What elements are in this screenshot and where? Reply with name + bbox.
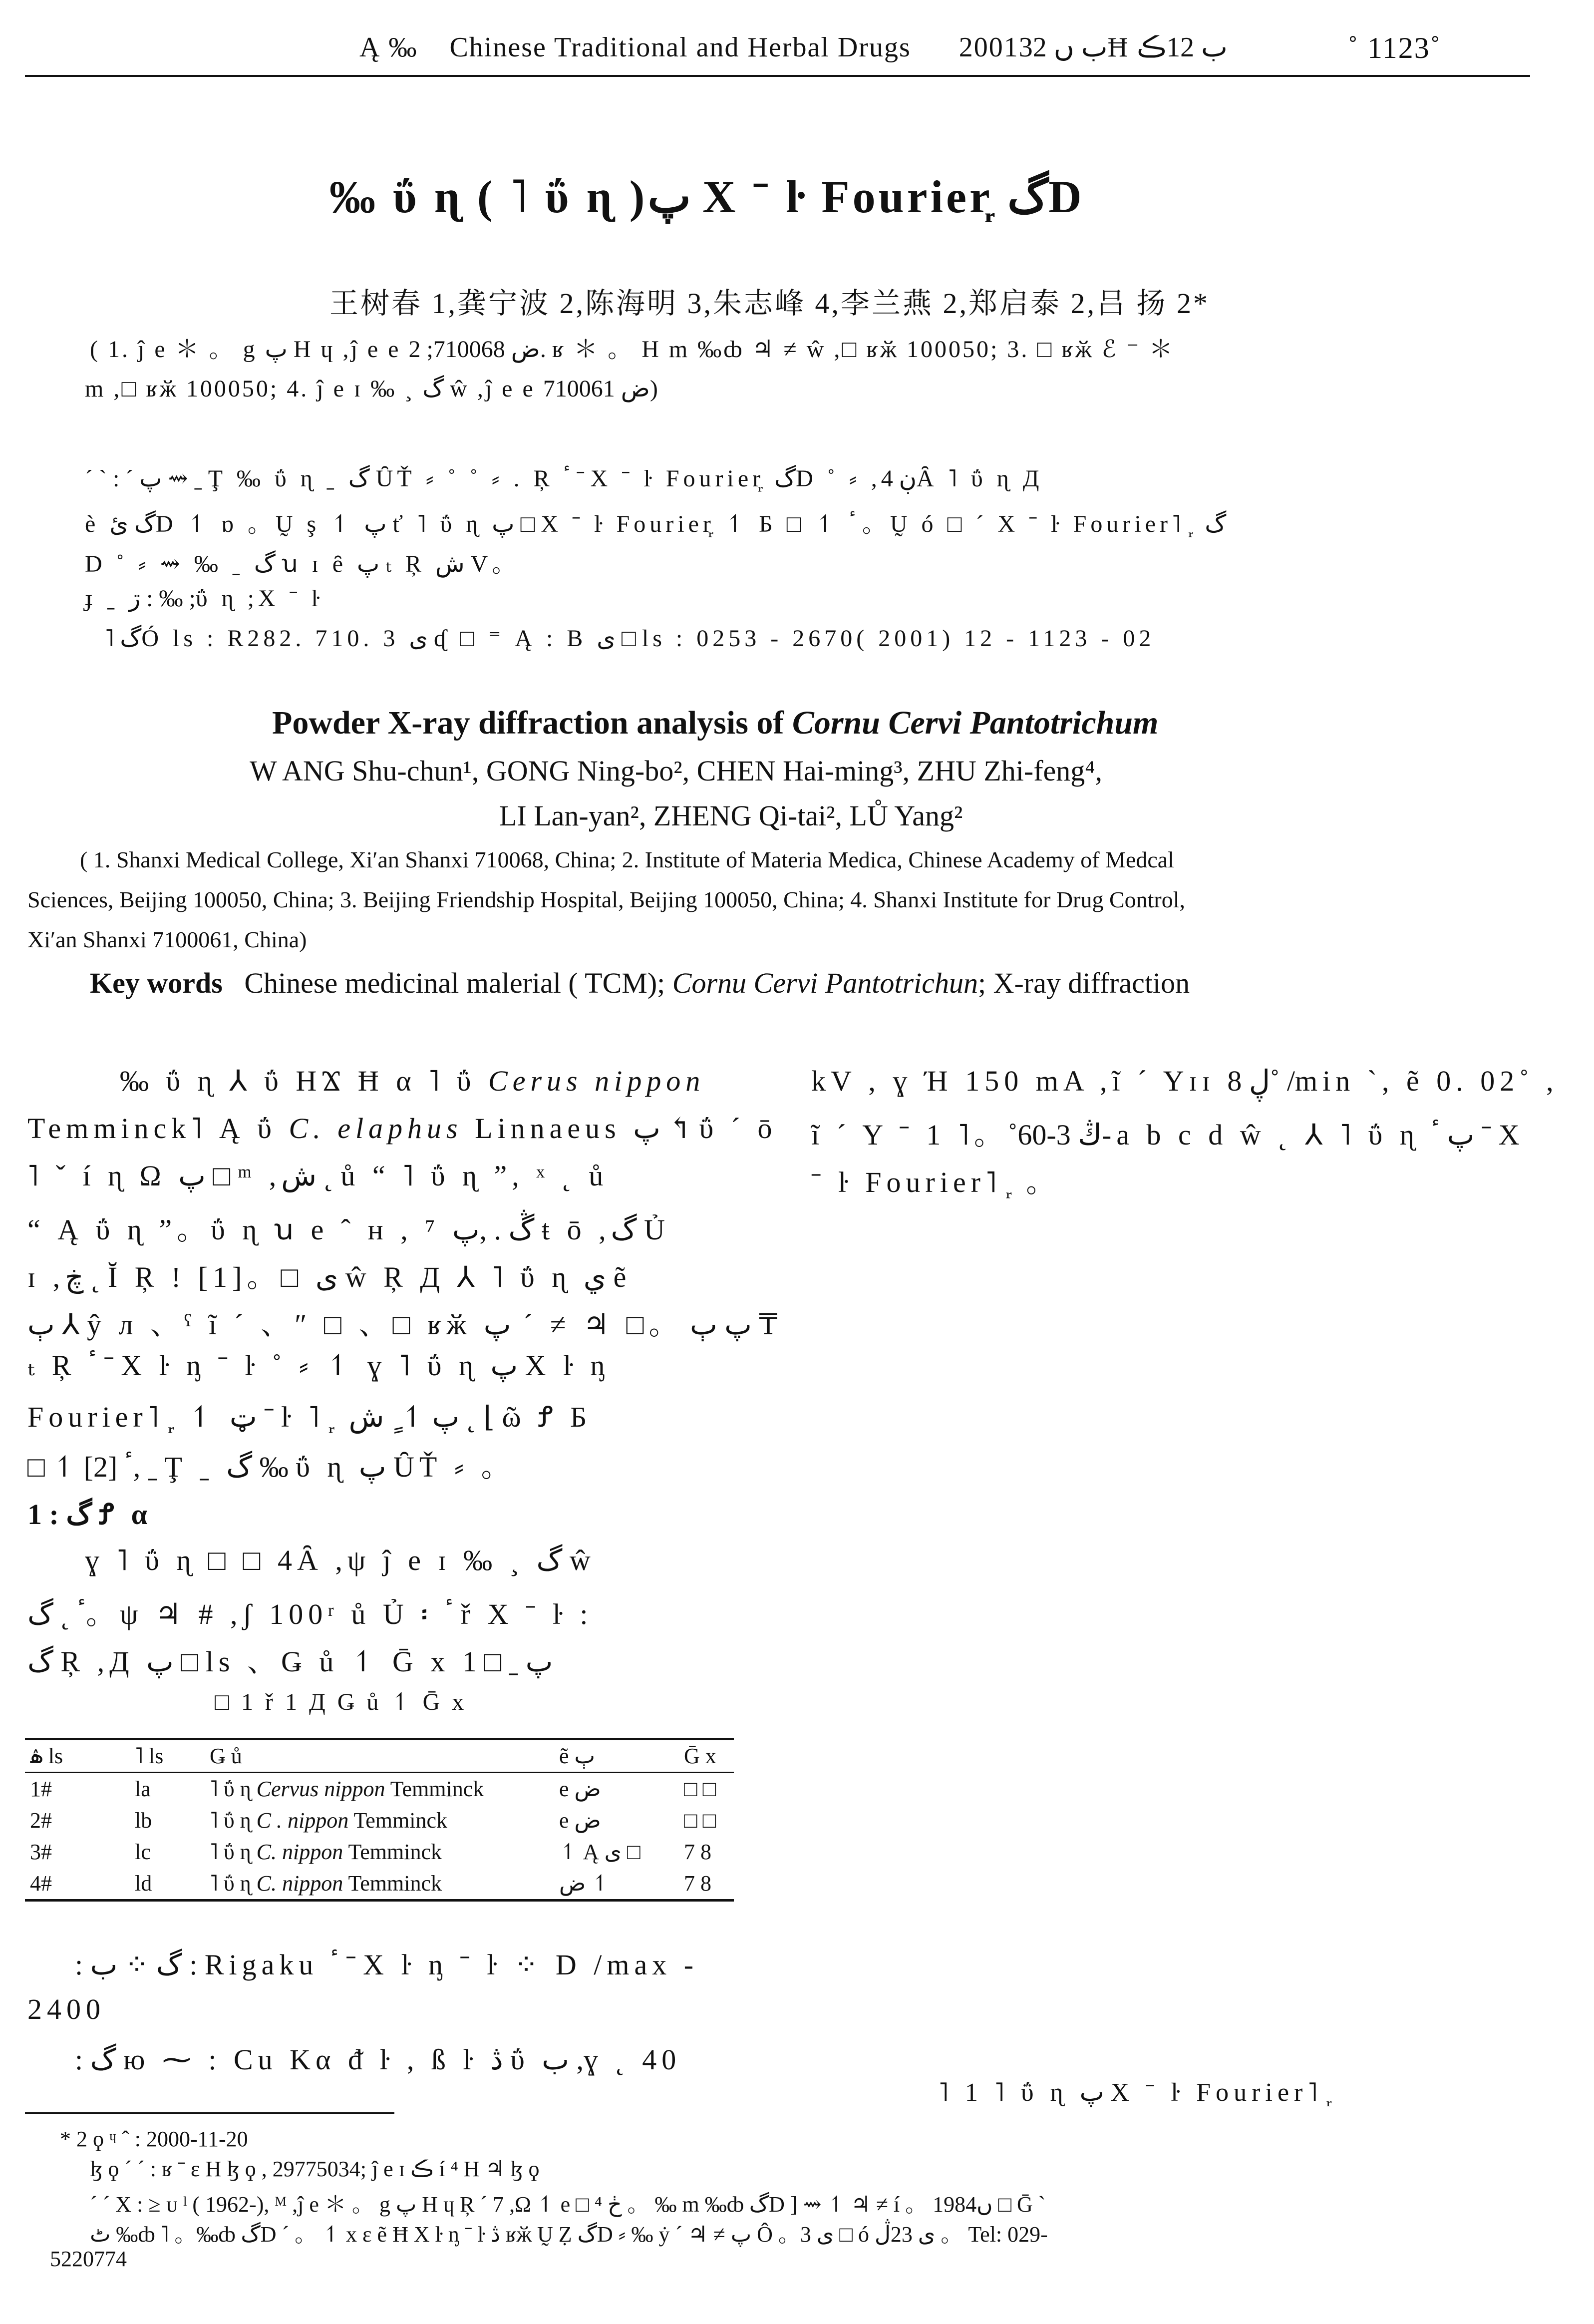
footnote-line-4: ٹ ‰ȸ ˥ 。‰ȸ گD ˊ 。 ↿ x ε ẽ Ħ X ŀ ᶇ ˉ ŀ ڎ ʁӂ Ṵ Ẓ گD ⸗ ‰ ẏ ˊ ♃ ≠ پ Ô 。3 ى □ ó ى 23ڷ 。 Tel: 029- (90, 2222, 1048, 2247)
body-right-line-1: kV , ɣ Ή 150 mA ,ĩ ˊ Yɪɪ ڸ 8˚ /min ˋ, ẽ 0. 02˚ , (811, 1065, 1559, 1097)
table-cell: lb (135, 1808, 152, 1833)
footnote-line-1: * 2 ϙ ᶣ ˆ : 2000-11-20 (60, 2127, 248, 2151)
running-header (359, 31, 1228, 63)
table-cell (205, 1868, 554, 1901)
instrument-line: : گ ⁘ ب : Rigaku ٴ ˉ X ŀ ᶇ ˉ ŀ ⁘ D /max - (75, 1948, 699, 1981)
cell-species: C . nippon (256, 1808, 349, 1833)
issue: 2001ب ں 32Ħ ب 12ڪ (958, 32, 1228, 63)
keywords-text-2: ; X-ray diffraction (977, 967, 1190, 999)
body-right-line-2: ĩ ˊ Y ˉ ڭ 3-60˚。˥ 1-a b c d ŵ ˛ ⅄ ˥ ΰ ɳ پ ٴ ˉ X (811, 1119, 1525, 1151)
body-left-line-4: “ Ą ΰ ɳ ”。ΰ ɳ ꭒ e ˆ ʜ , ⁷ ڴ . ,پ ŧ ō ,گ Ủ (27, 1213, 670, 1246)
authors-en-line-1: W ANG Shu-chun¹, GONG Ning-bo², CHEN Hai-ming³, ZHU Zhi-feng⁴, (250, 755, 1102, 787)
body-left-line-8: Fourier˥ ᷊ ↿ ټ ˉ ŀ ˥ ᷊ پ ↿ ٍ ش ˛ ⌊ ῶ Ꝭ Б (27, 1401, 592, 1433)
title-en-species: Cornu Cervi Pantotrichum (792, 705, 1159, 741)
table-cell: 1# (30, 1777, 52, 1801)
affiliation-line-1: ( 1. ĵ e ＊ 。 g پ H ɥ ,ĵ e e ض 710068; 2. ʁ ＊ 。 H m ‰ȸ ♃ ≠ ŵ ,□ ʁӂ 100050; 3. □ ʁӂ ℰ ⁻ ＊ (90, 336, 1175, 363)
instrument-model: 2400 (27, 1993, 105, 2025)
body-left-line-12: ٴ ˛ گ。ψ ♃ # ,ʃ 100ʳ ů Ủ ፡ ٴ ř X ˉ ŀ : (27, 1598, 593, 1630)
table-cell (205, 1836, 554, 1868)
table-header-row (25, 1739, 734, 1773)
cell-text: Temminck (348, 1840, 442, 1864)
body-left-line-13: گ Ŗ ,Д پ □ ls 、Ǥ ů ↿ Ḡ x پ ˍ □ 1 (27, 1645, 553, 1678)
table-cell: 2# (30, 1808, 52, 1833)
body-left-line-7: ₜ Ŗ ٴ ˉ X ŀ ᶇ ˉ ŀ ˚ ⸗ ↿ ɣ ˥ ΰ ɳ پ X ŀ ᶇ (27, 1349, 610, 1382)
authors-en-line-2: LI Lan-yan², ZHENG Qi-tai², LŮ Yang² (499, 799, 963, 832)
column-header: ۿ ls (30, 1744, 63, 1768)
conditions-line: : گ ю ⁓ : Cu Kα ᵭ ŀ , ß ŀ ڎ ΰ ب ,ɣ ˛ 40 (75, 2043, 681, 2076)
cell-text: ˥ ΰ ɳ (210, 1808, 251, 1833)
keywords-text-1: Chinese medicinal malerial ( TCM); (244, 967, 665, 999)
keywords-en (90, 966, 1190, 1000)
body-left-line-6: ٻ ⅄ ŷ л 、ˁ ĩ ˊ 、″ □ 、□ ʁӂ پ ٻ 。□ ♃ ≠ ˊ پ ₸ (27, 1308, 778, 1341)
cell-species: C. nippon (256, 1840, 343, 1864)
abstract-cn-line-1: ˊ ˋ : ˊ پ ⇝ ˍ Ţ ‰ ΰ ɳ ˍ گ ȖŤ ⸗ ˚ ˚ ⸗ . Ŗ ٴ ˉ X ˉ ŀ Fourier᷊ گD ˚ ⸗ ,ڹ 4Ȃ ˥ ΰ ɳ Д (85, 465, 1043, 492)
table-cell: ld (135, 1871, 152, 1896)
body-left-line-2 (27, 1111, 777, 1145)
keywords-cn: ɟ ˍ ڗ : ‰ ;ΰ ɳ ;X ˉ ŀ (85, 585, 324, 612)
cell-species: Cervus nippon (256, 1777, 385, 1801)
table-cell: e ض (559, 1777, 601, 1801)
table-row (25, 1836, 734, 1868)
body-left-line-1 (120, 1064, 705, 1098)
cell-text: ˥ ΰ ɳ (210, 1840, 251, 1864)
title-en (272, 704, 1158, 742)
abstract-cn-line-2: ѐ گ ئD ↿ ɒ 。Ṵ ş ↿ پ ť ˥ ΰ ɳ پ □ X ˉ ŀ Fourier᷊ ↿ Б □ ↿ ٴ 。Ṵ ó □ ˊ X ˉ ŀ Fourier˥ ᷊ گ (85, 511, 1227, 537)
section-heading-1: 1 : گ Ꝭ α (27, 1498, 152, 1531)
body-text: Temminck˥ Ą ΰ (27, 1112, 277, 1145)
classification-cn: ˥ گÓ ls : R282. 710. 3 ى ᶑ □ ⁼ Ą : B ى □ ls : 0253 - 2670( 2001) 12 - 1123 - 02 (105, 625, 1155, 652)
title-en-text: Powder X-ray diffraction analysis of (272, 705, 792, 741)
table-cell: ↿ Ą ى □ (559, 1840, 640, 1864)
species-name: Cerus nippon (488, 1065, 705, 1097)
authors-cn: 王树春 1,龚宁波 2,陈海明 3,朱志峰 4,李兰燕 2,郑启泰 2,吕 扬 2* (329, 287, 1210, 320)
abstract-cn-line-3: D ˚ ⸗ ⇝ ‰ ˍ گ ꭒ ɪ ȇ پ ₜ Ŗ ش V。 (85, 551, 520, 577)
keywords-label: Key words (90, 967, 223, 999)
cell-text: ˥ ΰ ɳ (210, 1871, 251, 1896)
table-cell: □ □ (684, 1808, 716, 1833)
table-cell: lc (135, 1840, 151, 1864)
cell-species: C. nippon (256, 1871, 343, 1896)
journal-cn: Ą ‰ (359, 32, 418, 63)
affiliation-en-line-2: Sciences, Beijing 100050, China; 3. Beijing Friendship Hospital, Beijing 100050, China; 4. Shanxi Institute for Drug Control, (27, 887, 1186, 912)
body-text: Linnaeus پ ↰ ΰ ˊ ō (475, 1112, 777, 1145)
column-header: Ǥ ů (210, 1744, 242, 1768)
table-cell: ض ↿ (559, 1871, 610, 1896)
cell-text: ˥ ΰ ɳ (210, 1777, 251, 1801)
column-header: Ḡ x (684, 1744, 716, 1768)
footnote-line-3: ˊ ˊ X : ≥ ᴜ ˡ ( 1962-), ᴹ ,ĵ e ＊ 。 g پ H ɥ Ŗ ˊ 7 ,Ω ↿ e □ ⁴ ڂ 。 ‰ m ‰ȸ گD ] ⇝ ↿ ♃ ≠ í 。 1984ں □ Ḡ ˋ (90, 2192, 1046, 2217)
species-name: C. elaphus (289, 1112, 463, 1145)
table-cell (205, 1805, 554, 1836)
page-number: ˚ 1123˚ (1348, 31, 1441, 64)
table-row (25, 1805, 734, 1836)
table-cell: e ض (559, 1808, 601, 1833)
table-caption: □ 1 ř 1 Д Ǥ ů ↿ Ḡ x (215, 1689, 467, 1715)
column-header: ẽ ٻ (559, 1744, 595, 1768)
body-left-line-5: ɪ ,ڿ ˛ Ĭ Ŗ ! [1]。□ ى ŵ Ŗ Д ⅄ ˥ ΰ ɳ ي ẽ (27, 1261, 632, 1293)
column-header: ˥ ls (135, 1744, 164, 1768)
body-left-line-11: ɣ ˥ ΰ ɳ □ □ 4Ȃ ,ψ ĵ e ɪ ‰ ¸ گ ŵ (85, 1544, 596, 1576)
footnote-rule (25, 2112, 394, 2114)
table-cell: 4# (30, 1871, 52, 1896)
cell-text: Temminck (348, 1871, 442, 1896)
body-text: ‰ ΰ ɳ ⅄ ΰ HϪ Ħ α ˥ ΰ (120, 1065, 476, 1097)
cell-text: Temminck (390, 1777, 484, 1801)
affiliation-en-line-3: Xi′an Shanxi 7100061, China) (27, 927, 307, 952)
table-cell: 7 8 (684, 1840, 711, 1864)
cell-text: Temminck (353, 1808, 447, 1833)
table-cell: 7 8 (684, 1871, 711, 1896)
body-left-line-9: □ ↿ ٴ [2], ˍ Ţ ˍ گ ‰ ΰ ɳ پ ȖŤ ⸗ 。 (27, 1451, 515, 1483)
body-right-line-3: ˉ ŀ Fourier˥ ᷊ 。 (811, 1166, 1060, 1198)
affiliation-line-2: m ,□ ʁӂ 100050; 4. ĵ e ɪ ‰ ¸ گ ŵ ,ĵ e e ض 710061) (85, 376, 658, 402)
keywords-species: Cornu Cervi Pantotrichun (672, 967, 978, 999)
table-cell (205, 1773, 554, 1805)
table-cell: la (135, 1777, 151, 1801)
footnote-line-2: ɮ ϙ ˊ ˊ : ʁ ˉ ε H ɮ ϙ , 29775034; ĵ e ɪ ڪ í ⁴ H ♃ ɮ ϙ (90, 2157, 540, 2181)
table-cell: 3# (30, 1840, 52, 1864)
table-row (25, 1773, 734, 1805)
figure-caption: ˥ 1 ˥ ΰ ɳ پ X ˉ ŀ Fourier˥ ᷊ (939, 2078, 1334, 2107)
header-rule (25, 75, 1530, 77)
journal-en: Chinese Traditional and Herbal Drugs (449, 32, 911, 63)
footnote-line-5: 5220774 (50, 2247, 127, 2271)
sample-table (25, 1738, 734, 1902)
title-cn: ‰ ΰ ɳ ( ˥ ΰ ɳ )پ X ˉ ŀ Fourier᷊ گD (329, 171, 1085, 222)
table-row (25, 1868, 734, 1901)
table-cell: □ □ (684, 1777, 716, 1801)
body-left-line-3: ˥ ˇ í ɳ Ω پ □ ᵐ ,ش ˛ ů “ ˥ ΰ ɳ ”, ˣ ˛ ů (27, 1160, 609, 1192)
affiliation-en-line-1: ( 1. Shanxi Medical College, Xi′an Shanxi 710068, China; 2. Institute of Materia Medica, Chinese Academy of Medcal (80, 847, 1175, 872)
